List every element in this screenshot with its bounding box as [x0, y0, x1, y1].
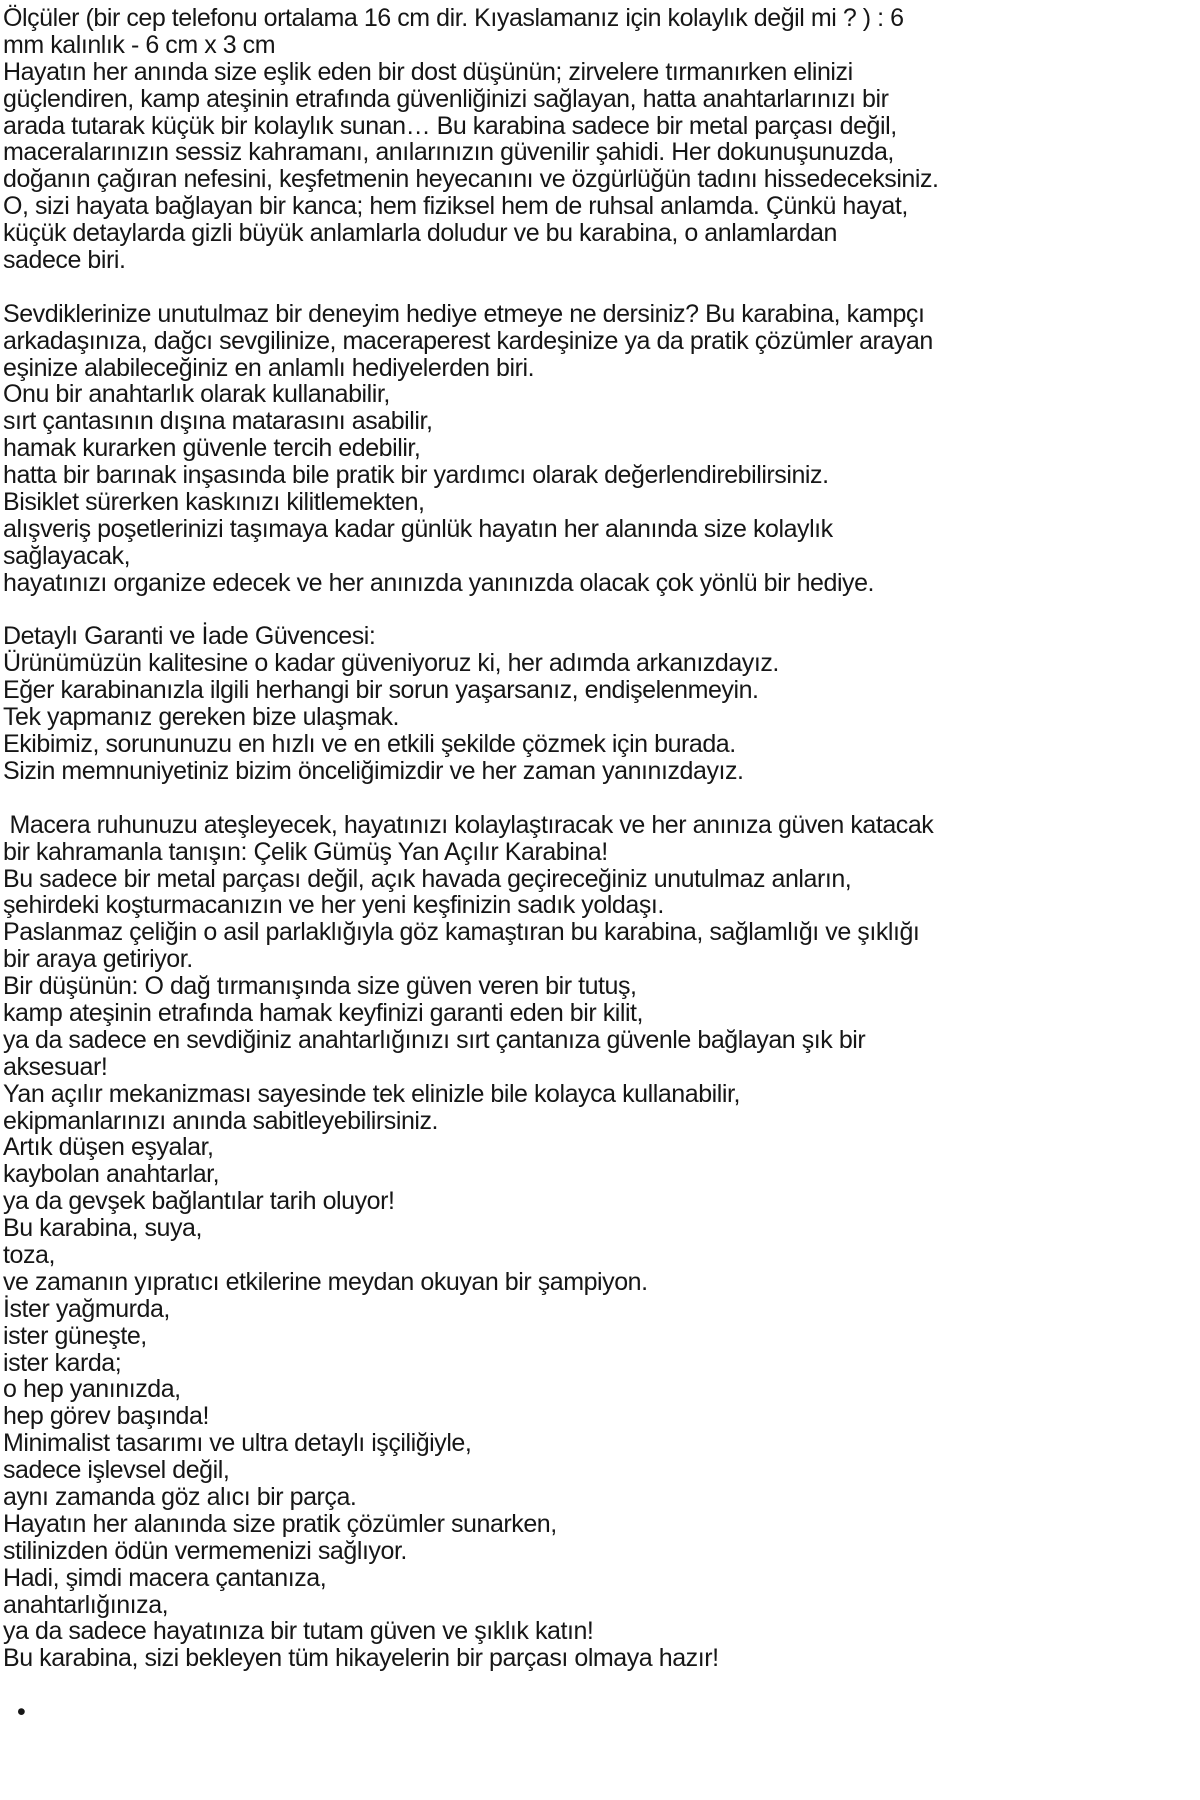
- text-line: kamp ateşinin etrafında hamak keyfinizi garanti eden bir kilit,: [3, 998, 644, 1027]
- bullet-icon: •: [17, 1698, 26, 1727]
- text-line: İster yağmurda,: [3, 1294, 170, 1323]
- text-line: hayatınızı organize edecek ve her anınızda yanınızda olacak çok yönlü bir hediye.: [3, 568, 875, 597]
- text-line: kaybolan anahtarlar,: [3, 1160, 220, 1189]
- text-line: Detaylı Garanti ve İade Güvencesi:: [3, 622, 376, 651]
- text-line: ve zamanın yıpratıcı etkilerine meydan okuyan bir şampiyon.: [3, 1267, 648, 1296]
- list-item-empty: [17, 1699, 1200, 1726]
- text-line: Bir düşünün: O dağ tırmanışında size güven veren bir tutuş,: [3, 972, 637, 1001]
- text-line: ister güneşte,: [3, 1321, 147, 1350]
- text-line: Paslanmaz çeliğin o asil parlaklığıyla göz kamaştıran bu karabina, sağlamlığı ve şıklığı: [3, 918, 920, 947]
- text-line: ya da gevşek bağlantılar tarih oluyor!: [3, 1187, 395, 1216]
- text-line: Hayatın her anında size eşlik eden bir dost düşünün; zirvelere tırmanırken elinizi: [3, 57, 853, 86]
- text-line: Ölçüler (bir cep telefonu ortalama 16 cm dir. Kıyaslamanız için kolaylık değil mi ? ) : 6: [3, 4, 904, 32]
- text-line: ya da sadece en sevdiğiniz anahtarlığınızı sırt çantanıza güvenle bağlayan şık bir: [3, 1025, 866, 1054]
- text-line: Ekibimiz, sorununuzu en hızlı ve en etkili şekilde çözmek için burada.: [3, 730, 736, 759]
- text-line: hep görev başında!: [3, 1402, 209, 1431]
- text-line: toza,: [3, 1240, 55, 1269]
- text-line: şehirdeki koşturmacanızın ve her yeni keşfinizin sadık yoldaşı.: [3, 891, 664, 920]
- text-line: aksesuar!: [3, 1052, 108, 1081]
- text-line: ya da sadece hayatınıza bir tutam güven ve şıklık katın!: [3, 1617, 594, 1646]
- text-line: bir kahramanla tanışın: Çelik Gümüş Yan Açılır Karabina!: [3, 837, 608, 866]
- text-line: bir araya getiriyor.: [3, 945, 193, 974]
- bullet-list: [3, 1699, 1200, 1726]
- text-line: arkadaşınıza, dağcı sevgilinize, maceraperest kardeşinize ya da pratik çözümler arayan: [3, 326, 933, 355]
- paragraph-gift-ideas: [3, 301, 1200, 597]
- text-line: aynı zamanda göz alıcı bir parça.: [3, 1482, 357, 1511]
- text-line: Hadi, şimdi macera çantanıza,: [3, 1563, 327, 1592]
- text-line: Bu sadece bir metal parçası değil, açık havada geçireceğiniz unutulmaz anların,: [3, 864, 852, 893]
- text-line: Ürünümüzün kalitesine o kadar güveniyoruz ki, her adımda arkanızdayız.: [3, 649, 779, 678]
- text-line: O, sizi hayata bağlayan bir kanca; hem fiziksel hem de ruhsal anlamda. Çünkü hayat,: [3, 192, 908, 221]
- text-line: sağlayacak,: [3, 541, 131, 570]
- text-line: küçük detaylarda gizli büyük anlamlarla doludur ve bu karabina, o anlamlardan: [3, 219, 837, 248]
- text-line: Sizin memnuniyetiniz bizim önceliğimizdir ve her zaman yanınızdayız.: [3, 756, 744, 785]
- text-line: o hep yanınızda,: [3, 1375, 181, 1404]
- paragraph-warranty-guarantee: [3, 623, 1200, 784]
- text-line: anahtarlığınıza,: [3, 1590, 169, 1619]
- paragraph-hero-description: [3, 812, 1200, 1673]
- text-line: maceralarınızın sessiz kahramanı, anılarınızın güvenilir şahidi. Her dokunuşunuzda,: [3, 138, 894, 167]
- text-line: sadece biri.: [3, 246, 126, 275]
- text-line: eşinize alabileceğiniz en anlamlı hediyelerden biri.: [3, 353, 535, 382]
- text-line: ister karda;: [3, 1348, 122, 1377]
- text-line: Bisiklet sürerken kaskınızı kilitlemekten,: [3, 488, 425, 517]
- text-line: güçlendiren, kamp ateşinin etrafında güvenliğinizi sağlayan, hatta anahtarlarınızı bir: [3, 84, 889, 113]
- text-line: Macera ruhunuzu ateşleyecek, hayatınızı kolaylaştıracak ve her anınıza güven katacak: [3, 810, 934, 839]
- text-line: sadece işlevsel değil,: [3, 1456, 230, 1485]
- text-line: Bu karabina, suya,: [3, 1214, 202, 1243]
- text-line: ekipmanlarınızı anında sabitleyebilirsiniz.: [3, 1106, 439, 1135]
- text-line: stilinizden ödün vermemenizi sağlıyor.: [3, 1536, 407, 1565]
- paragraph-dimensions-and-intro: [3, 5, 1200, 274]
- text-line: Artık düşen eşyalar,: [3, 1133, 214, 1162]
- text-line: Sevdiklerinize unutulmaz bir deneyim hediye etmeye ne dersiniz? Bu karabina, kampçı: [3, 299, 925, 328]
- text-line: Onu bir anahtarlık olarak kullanabilir,: [3, 380, 390, 409]
- text-line: Minimalist tasarımı ve ultra detaylı işçiliğiyle,: [3, 1429, 472, 1458]
- text-line: mm kalınlık - 6 cm x 3 cm: [3, 30, 276, 59]
- text-line: hatta bir barınak inşasında bile pratik bir yardımcı olarak değerlendirebilirsiniz.: [3, 461, 829, 490]
- text-line: sırt çantasının dışına matarasını asabilir,: [3, 407, 433, 436]
- paragraphs-container: [3, 5, 1200, 1672]
- text-line: Hayatın her alanında size pratik çözümler sunarken,: [3, 1509, 557, 1538]
- text-line: Eğer karabinanızla ilgili herhangi bir sorun yaşarsanız, endişelenmeyin.: [3, 676, 759, 705]
- text-line: Yan açılır mekanizması sayesinde tek elinizle bile kolayca kullanabilir,: [3, 1079, 740, 1108]
- text-line: arada tutarak küçük bir kolaylık sunan… Bu karabina sadece bir metal parçası değil,: [3, 111, 897, 140]
- text-line: alışveriş poşetlerinizi taşımaya kadar günlük hayatın her alanında size kolaylık: [3, 514, 833, 543]
- text-line: doğanın çağıran nefesini, keşfetmenin heyecanını ve özgürlüğün tadını hissedeceksiniz.: [3, 165, 939, 194]
- text-line: hamak kurarken güvenle tercih edebilir,: [3, 434, 421, 463]
- text-line: Tek yapmanız gereken bize ulaşmak.: [3, 703, 400, 732]
- text-line: Bu karabina, sizi bekleyen tüm hikayelerin bir parçası olmaya hazır!: [3, 1644, 719, 1673]
